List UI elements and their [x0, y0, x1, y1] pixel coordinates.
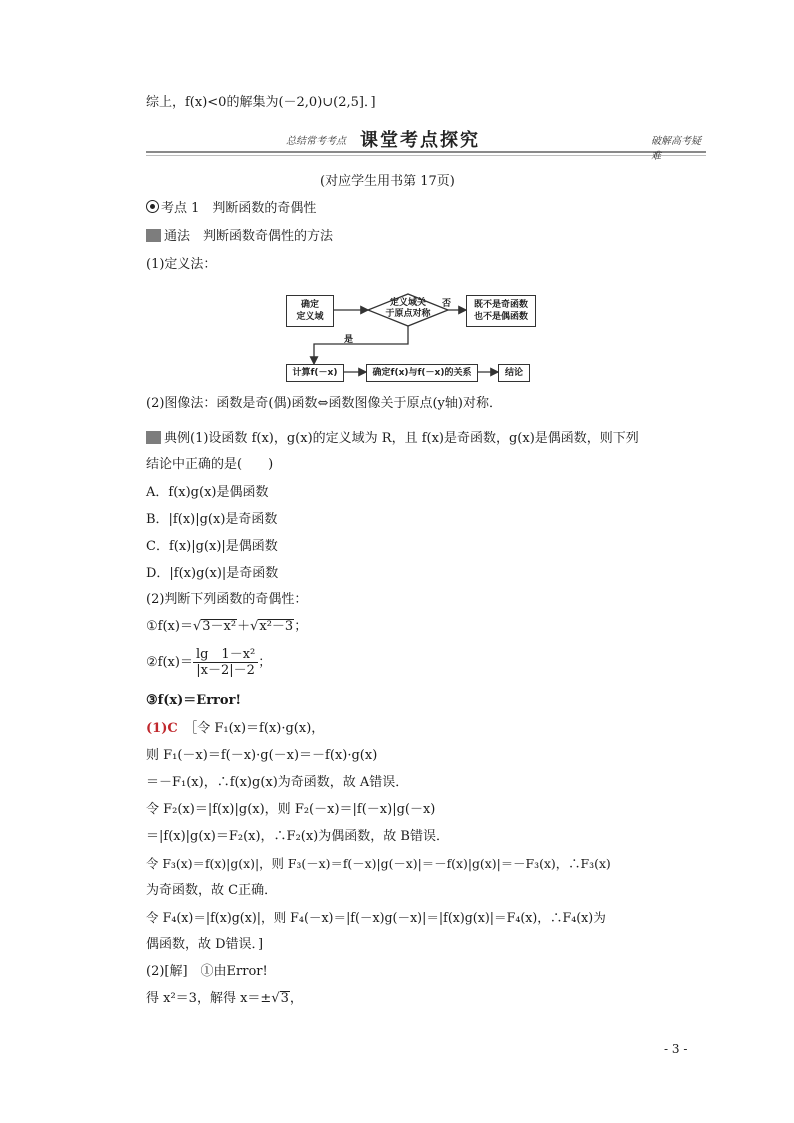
graph-method-line: (2)图像法：函数是奇(偶)函数⇔函数图像关于原点(y轴)对称．	[146, 396, 502, 411]
flow-no-label: 否	[442, 299, 452, 309]
solution-line-11-suffix: ，	[289, 991, 303, 1006]
method-tag-icon	[146, 229, 161, 242]
solution-line-2: 则 F₁(－x)＝f(－x)·g(－x)＝－f(x)·g(x)	[146, 748, 378, 763]
definition-method-label: (1)定义法：	[146, 257, 217, 272]
example-q1-line2: 结论中正确的是( )	[146, 457, 274, 472]
example-q1-text: (1)设函数 f(x)，g(x)的定义域为 R，且 f(x)是奇函数，g(x)是偶函数，则下列	[190, 431, 639, 446]
flow-box-relation-text: 确定f(x)与f(－x)的关系	[372, 368, 472, 378]
option-c: C．f(x)|g(x)|是偶函数	[146, 539, 278, 554]
method-title: 判断函数奇偶性的方法	[203, 229, 334, 244]
example-q2: (2)判断下列函数的奇偶性：	[146, 592, 308, 607]
topic-text: 考点 1 判断函数的奇偶性	[161, 201, 317, 216]
banner-rule-thin	[146, 155, 706, 156]
solution-line-10: (2)[解] ①由Error!	[146, 964, 268, 979]
bullet-circle-icon	[146, 200, 159, 213]
method-tag-label: 通法	[164, 229, 191, 244]
section-banner	[146, 124, 706, 162]
function-2-numerator: lg 1－x²	[193, 647, 258, 663]
function-1-radicand-a: 3－x²	[202, 619, 237, 634]
method-heading	[146, 228, 333, 246]
flow-box-conclusion-text: 结论	[504, 368, 523, 378]
example-tag-icon	[146, 431, 161, 444]
function-1-suffix: ；	[294, 619, 308, 634]
solution-line-1-text: ［令 F₁(x)＝f(x)·g(x)，	[190, 721, 325, 736]
flow-yes-label: 是	[344, 335, 354, 345]
solution-line-11-prefix: 得 x²＝3，解得 x＝±	[146, 991, 272, 1006]
flow-box-domain-text: 确定 定义域	[296, 300, 324, 322]
banner-left-text: 总结常考考点	[286, 136, 346, 147]
option-b: B．|f(x)|g(x)是奇函数	[146, 512, 278, 527]
flow-box-neither	[466, 295, 536, 327]
function-2-denominator: |x－2|－2	[196, 663, 255, 678]
solution-line-6: 令 F₃(x)＝f(x)|g(x)|，则 F₃(－x)＝f(－x)|g(－x)|＝－f(x)|g(x)|＝－F₃(x)，∴F₃(x)	[146, 856, 611, 871]
solution-line-5: ＝|f(x)|g(x)＝F₂(x)，∴F₂(x)为偶函数，故 B错误．	[146, 829, 449, 844]
sqrt-icon: √	[271, 991, 280, 1006]
function-2	[146, 646, 271, 680]
solution-line-3: ＝－F₁(x)，∴f(x)g(x)为奇函数，故 A错误．	[146, 775, 409, 790]
page-number: - 3 -	[664, 1042, 688, 1056]
flow-diamond-text: 定义域关 于原点对称	[385, 298, 431, 319]
example-q1-line1	[146, 430, 639, 448]
solution-line-1	[146, 720, 324, 738]
flow-box-calc-text: 计算f(－x)	[292, 368, 338, 378]
sqrt-icon: √	[192, 619, 202, 634]
function-3: ③f(x)＝Error!	[146, 693, 242, 708]
option-d: D．|f(x)g(x)|是奇函数	[146, 566, 279, 581]
flow-box-calc	[286, 364, 344, 382]
function-2-fraction	[193, 647, 258, 678]
option-a: A．f(x)g(x)是偶函数	[146, 485, 269, 500]
solution-line-11	[146, 990, 303, 1008]
flow-box-relation	[366, 364, 478, 382]
function-1-radicand-b: x²－3	[259, 619, 294, 634]
function-1-plus: ＋	[237, 619, 251, 634]
solution-line-9: 偶函数，故 D错误．]	[146, 937, 264, 952]
topic-heading	[146, 200, 316, 218]
solution-line-11-radicand: 3	[280, 991, 289, 1006]
solution-line-4: 令 F₂(x)＝|f(x)|g(x)，则 F₂(－x)＝|f(－x)|g(－x)	[146, 802, 436, 817]
flow-box-domain	[286, 295, 334, 327]
textbook-reference: (对应学生用书第 17页)	[320, 174, 455, 189]
banner-title: 课堂考点探究	[360, 130, 480, 151]
sqrt-icon: √	[250, 619, 259, 634]
example-tag-label: 典例	[164, 431, 191, 446]
solution-line-8: 令 F₄(x)＝|f(x)g(x)|，则 F₄(－x)＝|f(－x)g(－x)|＝|f(x)g(x)|＝F₄(x)，∴F₄(x)为	[146, 910, 606, 925]
intro-line: 综上，f(x)<0的解集为(－2,0)∪(2,5]．]	[146, 95, 376, 110]
flow-box-conclusion	[498, 364, 530, 382]
function-2-prefix: ②f(x)＝	[146, 655, 193, 670]
solution-line-7: 为奇函数，故 C正确．	[146, 883, 278, 898]
function-1-prefix: ①f(x)＝	[146, 619, 193, 634]
function-2-suffix: ；	[258, 655, 272, 670]
banner-right-text: 破解高考疑难	[651, 136, 701, 162]
flow-box-neither-text: 既不是奇函数 也不是偶函数	[473, 300, 528, 322]
answer-label: (1)C	[146, 721, 178, 736]
function-1	[146, 618, 307, 636]
